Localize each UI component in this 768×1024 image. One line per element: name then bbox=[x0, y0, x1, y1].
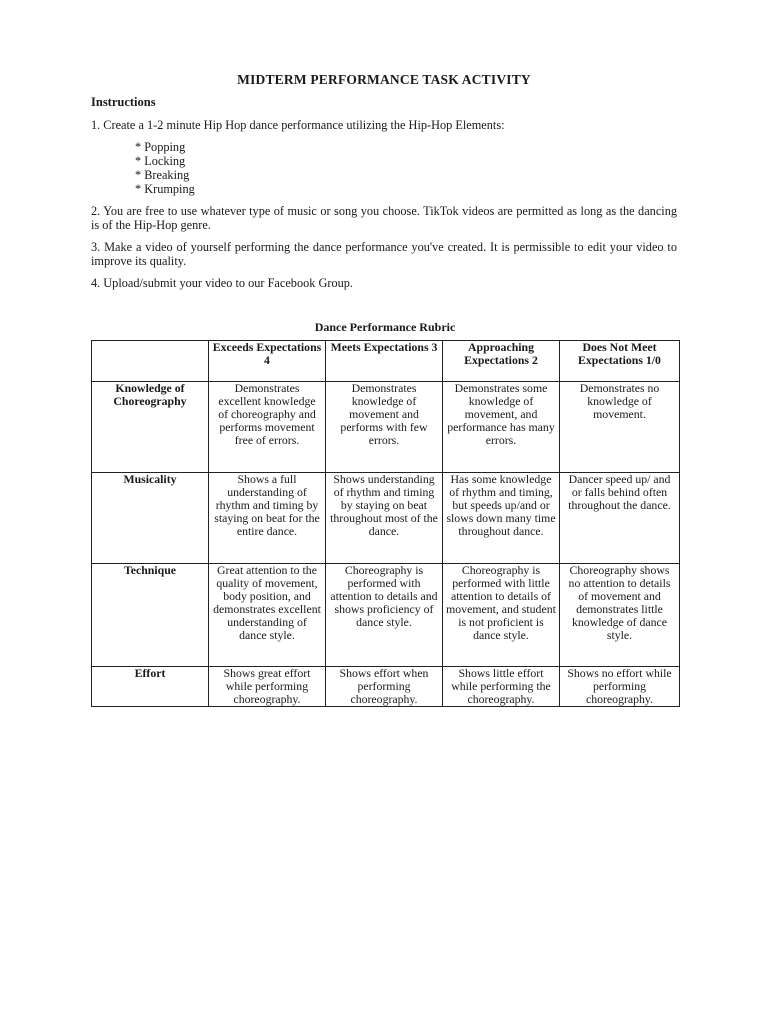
rubric-cell: Shows no effort while performing choreography. bbox=[560, 667, 680, 707]
rubric-header-row bbox=[92, 341, 680, 382]
instruction-step-4: 4. Upload/submit your video to our Facebook Group. bbox=[91, 276, 353, 290]
instruction-step-2: 2. You are free to use whatever type of music or song you choose. TikTok videos are permitted as long as the dancing is of the Hip-Hop genre. bbox=[91, 204, 677, 232]
criterion-cell: Effort bbox=[92, 667, 209, 707]
rubric-cell: Shows great effort while performing choreography. bbox=[209, 667, 326, 707]
rubric-table bbox=[91, 340, 680, 707]
criterion-cell: Knowledge of Choreography bbox=[92, 382, 209, 473]
rubric-header-cell: Exceeds Expectations 4 bbox=[209, 341, 326, 382]
rubric-cell: Shows little effort while performing the choreography. bbox=[443, 667, 560, 707]
table-row bbox=[92, 382, 680, 473]
rubric-cell: Choreography shows no attention to details of movement and demonstrates little knowledge of dance style. bbox=[560, 564, 680, 667]
list-item: * Krumping bbox=[135, 182, 195, 196]
rubric-cell: Shows a full understanding of rhythm and timing by staying on beat for the entire dance. bbox=[209, 473, 326, 564]
rubric-header-cell bbox=[92, 341, 209, 382]
rubric-header-cell: Approaching Expectations 2 bbox=[443, 341, 560, 382]
instructions-heading: Instructions bbox=[91, 95, 156, 109]
document-title: MIDTERM PERFORMANCE TASK ACTIVITY bbox=[237, 72, 531, 87]
instruction-step-3: 3. Make a video of yourself performing the dance performance you've created. It is permissible to edit your video to improve its quality. bbox=[91, 240, 677, 268]
table-row bbox=[92, 473, 680, 564]
rubric-cell: Demonstrates excellent knowledge of choreography and performs movement free of errors. bbox=[209, 382, 326, 473]
rubric-cell: Dancer speed up/ and or falls behind often throughout the dance. bbox=[560, 473, 680, 564]
rubric-cell: Has some knowledge of rhythm and timing, but speeds up/and or slows down many time throughout dance. bbox=[443, 473, 560, 564]
rubric-cell: Shows effort when performing choreography. bbox=[326, 667, 443, 707]
rubric-cell: Choreography is performed with little attention to details of movement, and student is not proficient is dance style. bbox=[443, 564, 560, 667]
rubric-cell: Great attention to the quality of movement, body position, and demonstrates excellent understanding of dance style. bbox=[209, 564, 326, 667]
rubric-cell: Choreography is performed with attention to details and shows proficiency of dance style. bbox=[326, 564, 443, 667]
rubric-cell: Demonstrates knowledge of movement and performs with few errors. bbox=[326, 382, 443, 473]
rubric-cell: Demonstrates some knowledge of movement, and performance has many errors. bbox=[443, 382, 560, 473]
list-item: * Popping bbox=[135, 140, 186, 154]
rubric-header-cell: Does Not Meet Expectations 1/0 bbox=[560, 341, 680, 382]
hip-hop-elements-list bbox=[135, 140, 195, 196]
rubric-cell: Shows understanding of rhythm and timing by staying on beat throughout most of the dance. bbox=[326, 473, 443, 564]
table-row bbox=[92, 667, 680, 707]
rubric-cell: Demonstrates no knowledge of movement. bbox=[560, 382, 680, 473]
criterion-cell: Technique bbox=[92, 564, 209, 667]
table-row bbox=[92, 564, 680, 667]
instruction-step-1: 1. Create a 1-2 minute Hip Hop dance performance utilizing the Hip-Hop Elements: bbox=[91, 118, 505, 132]
rubric-title: Dance Performance Rubric bbox=[314, 320, 456, 334]
list-item: * Locking bbox=[135, 154, 186, 168]
criterion-cell: Musicality bbox=[92, 473, 209, 564]
list-item: * Breaking bbox=[135, 168, 190, 182]
rubric-header-cell: Meets Expectations 3 bbox=[326, 341, 443, 382]
